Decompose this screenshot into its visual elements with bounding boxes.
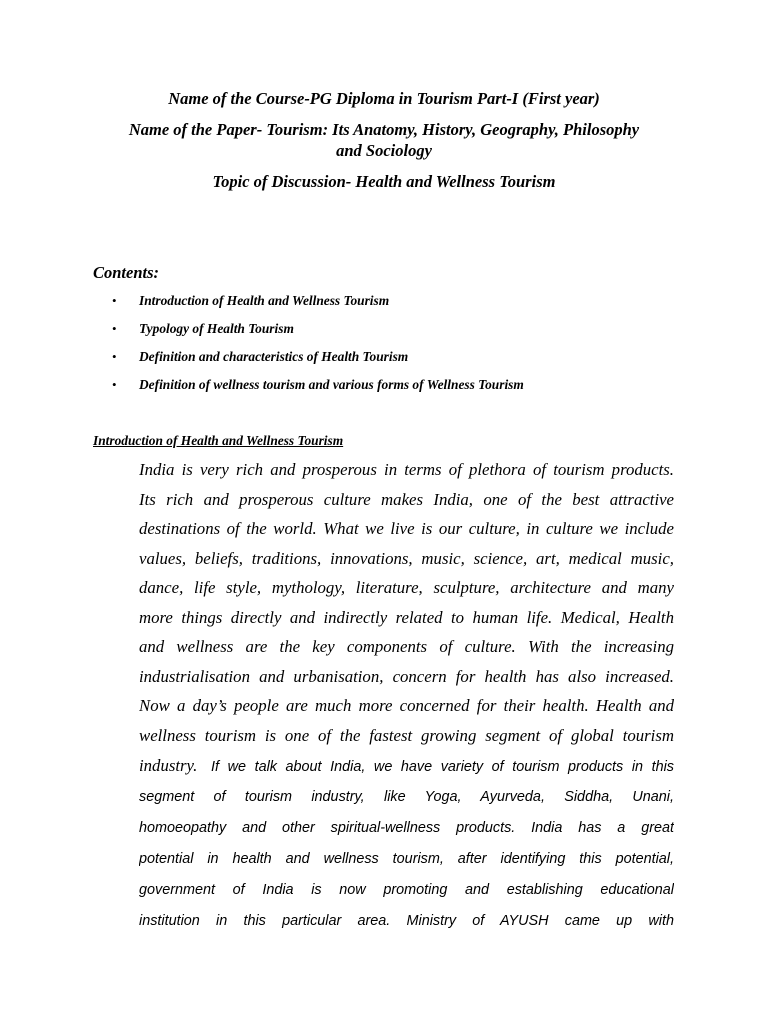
paragraph-line: wellness tourism is one of the fastest growing segment of global tourism bbox=[139, 726, 674, 745]
topic-title: Topic of Discussion- Health and Wellness Tourism bbox=[212, 172, 556, 191]
paragraph-line: segment of tourism industry, like Yoga, Ayurveda, Siddha, Unani, bbox=[139, 789, 674, 805]
paragraph-line: potential in health and wellness tourism, after identifying this potential, bbox=[139, 851, 674, 867]
paragraph-line: industrialisation and urbanisation, concern for health has also increased. bbox=[139, 667, 674, 686]
paragraph-line: values, beliefs, traditions, innovations, music, science, art, medical music, bbox=[139, 549, 674, 568]
contents-item-label: Definition of wellness tourism and various forms of Wellness Tourism bbox=[139, 377, 524, 392]
contents-item-label: Introduction of Health and Wellness Tourism bbox=[139, 293, 390, 308]
paragraph-line: and wellness are the key components of culture. With the increasing bbox=[139, 637, 674, 656]
bullet-icon: • bbox=[112, 293, 117, 308]
section-heading: Introduction of Health and Wellness Tourism bbox=[93, 433, 344, 448]
paragraph-fragment: industry. bbox=[139, 756, 198, 775]
bullet-icon: • bbox=[112, 321, 117, 336]
paragraph-line: government of India is now promoting and establishing educational bbox=[139, 882, 674, 898]
contents-item-label: Typology of Health Tourism bbox=[139, 321, 294, 336]
contents-heading: Contents: bbox=[93, 263, 160, 282]
paragraph-fragment: If we talk about India, we have variety of tourism products in this bbox=[211, 759, 674, 775]
paragraph-line: destinations of the world. What we live is our culture, in culture we include bbox=[139, 519, 674, 538]
course-title: Name of the Course-PG Diploma in Tourism Part-I (First year) bbox=[168, 89, 600, 108]
contents-item-label: Definition and characteristics of Health Tourism bbox=[139, 349, 409, 364]
paragraph-line: more things directly and indirectly related to human life. Medical, Health bbox=[139, 608, 674, 627]
paragraph-line: Now a day’s people are much more concerned for their health. Health and bbox=[139, 696, 674, 715]
bullet-icon: • bbox=[112, 349, 117, 364]
paragraph-line: India is very rich and prosperous in terms of plethora of tourism products. bbox=[139, 460, 674, 479]
paragraph-line-mixed bbox=[139, 755, 674, 784]
paragraph-line: dance, life style, mythology, literature, sculpture, architecture and many bbox=[139, 578, 674, 597]
paragraph-line: Its rich and prosperous culture makes India, one of the best attractive bbox=[139, 490, 674, 509]
paragraph-line: homoeopathy and other spiritual-wellness products. India has a great bbox=[139, 820, 674, 836]
paper-title: Name of the Paper- Tourism: Its Anatomy, History, Geography, Philosophy bbox=[128, 120, 640, 139]
bullet-icon: • bbox=[112, 377, 117, 392]
paper-title-continued: and Sociology bbox=[336, 141, 432, 160]
paragraph-line: institution in this particular area. Ministry of AYUSH came up with bbox=[139, 913, 674, 929]
